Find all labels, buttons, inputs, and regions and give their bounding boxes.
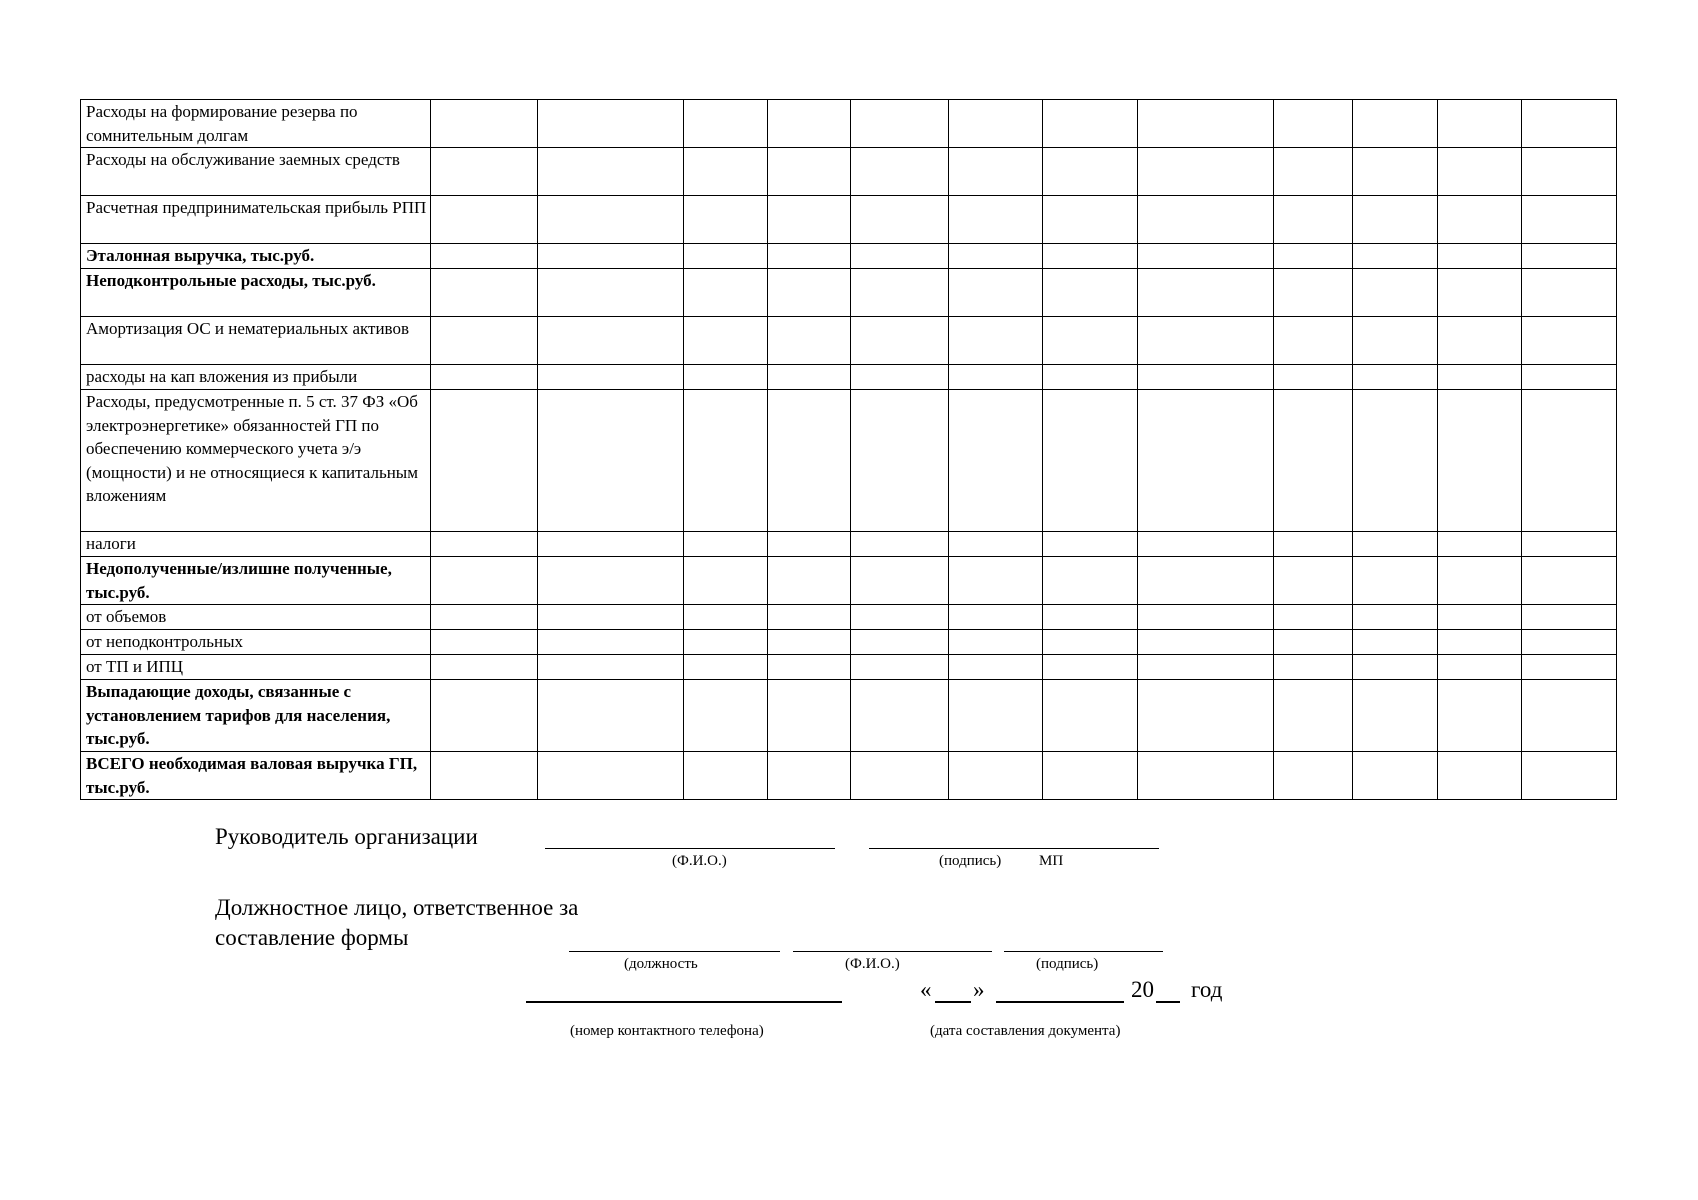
value-cell [768, 630, 851, 655]
value-cell [431, 752, 538, 800]
value-cell [949, 100, 1043, 148]
date-month-line [996, 1001, 1124, 1003]
value-cell [1274, 365, 1353, 390]
value-cell [768, 752, 851, 800]
value-cell [431, 365, 538, 390]
value-cell [768, 605, 851, 630]
value-cell [431, 100, 538, 148]
value-cell [1138, 390, 1274, 532]
value-cell [1438, 269, 1522, 317]
table-body [81, 100, 1617, 800]
value-cell [851, 365, 949, 390]
value-cell [538, 680, 684, 752]
value-cell [1274, 148, 1353, 196]
value-cell [1043, 532, 1138, 557]
value-cell [1138, 532, 1274, 557]
value-cell [684, 605, 768, 630]
value-cell [1522, 532, 1617, 557]
value-cell [1353, 317, 1438, 365]
value-cell [431, 630, 538, 655]
value-cell [949, 317, 1043, 365]
value-cell [1043, 630, 1138, 655]
value-cell [851, 680, 949, 752]
value-cell [949, 630, 1043, 655]
value-cell [1522, 557, 1617, 605]
row-label: Расходы, предусмотренные п. 5 ст. 37 ФЗ «Об электроэнергетике» обязанностей ГП по обеспечению коммерческого учета э/э (мощности) и не относящиеся к капитальным вложениям [81, 390, 431, 532]
value-cell [1274, 557, 1353, 605]
value-cell [431, 244, 538, 269]
value-cell [1043, 196, 1138, 244]
value-cell [1138, 196, 1274, 244]
value-cell [851, 244, 949, 269]
value-cell [538, 605, 684, 630]
row-label: Эталонная выручка, тыс.руб. [81, 244, 431, 269]
value-cell [684, 390, 768, 532]
row-label: Расходы на обслуживание заемных средств [81, 148, 431, 196]
value-cell [949, 752, 1043, 800]
value-cell [684, 148, 768, 196]
value-cell [1353, 655, 1438, 680]
value-cell [851, 148, 949, 196]
row-label: Неподконтрольные расходы, тыс.руб. [81, 269, 431, 317]
responsible-fio-line [793, 951, 992, 952]
value-cell [1043, 244, 1138, 269]
value-cell [1138, 752, 1274, 800]
table-row [81, 680, 1617, 752]
value-cell [431, 317, 538, 365]
row-label: от объемов [81, 605, 431, 630]
value-cell [1274, 196, 1353, 244]
value-cell [768, 557, 851, 605]
value-cell [431, 148, 538, 196]
value-cell [949, 148, 1043, 196]
value-cell [1274, 655, 1353, 680]
value-cell [1138, 100, 1274, 148]
year-line [1156, 1001, 1180, 1003]
value-cell [538, 269, 684, 317]
value-cell [1353, 557, 1438, 605]
table-row [81, 557, 1617, 605]
value-cell [1522, 196, 1617, 244]
value-cell [1138, 365, 1274, 390]
value-cell [1522, 269, 1617, 317]
position-caption: (должность [624, 956, 698, 972]
head-fio-caption: (Ф.И.О.) [672, 853, 727, 869]
value-cell [1274, 269, 1353, 317]
row-label: Недополученные/излишне полученные, тыс.руб. [81, 557, 431, 605]
value-cell [684, 532, 768, 557]
value-cell [684, 655, 768, 680]
value-cell [768, 680, 851, 752]
row-label: от неподконтрольных [81, 630, 431, 655]
value-cell [1043, 390, 1138, 532]
value-cell [851, 605, 949, 630]
value-cell [1043, 557, 1138, 605]
indicators-table [80, 99, 1617, 800]
position-line [569, 951, 780, 952]
value-cell [1138, 317, 1274, 365]
value-cell [851, 196, 949, 244]
value-cell [1353, 752, 1438, 800]
value-cell [538, 148, 684, 196]
value-cell [1274, 532, 1353, 557]
value-cell [1522, 752, 1617, 800]
year-suffix: год [1191, 977, 1223, 1002]
table-row [81, 390, 1617, 532]
value-cell [768, 196, 851, 244]
value-cell [1274, 390, 1353, 532]
row-label: ВСЕГО необходимая валовая выручка ГП, тыс.руб. [81, 752, 431, 800]
table-row [81, 532, 1617, 557]
date-quote-close: » [973, 977, 985, 1002]
value-cell [1522, 630, 1617, 655]
value-cell [851, 630, 949, 655]
value-cell [1043, 752, 1138, 800]
value-cell [1353, 390, 1438, 532]
value-cell [431, 655, 538, 680]
value-cell [1353, 630, 1438, 655]
value-cell [538, 532, 684, 557]
value-cell [1353, 269, 1438, 317]
table-row [81, 269, 1617, 317]
value-cell [1043, 148, 1138, 196]
head-label: Руководитель организации [215, 824, 478, 849]
value-cell [851, 100, 949, 148]
responsible-signature-line [1004, 951, 1163, 952]
value-cell [538, 100, 684, 148]
value-cell [949, 390, 1043, 532]
value-cell [1274, 317, 1353, 365]
value-cell [1438, 196, 1522, 244]
value-cell [538, 196, 684, 244]
value-cell [1138, 269, 1274, 317]
year-prefix: 20 [1131, 977, 1154, 1002]
value-cell [768, 365, 851, 390]
table-row [81, 630, 1617, 655]
responsible-fio-caption: (Ф.И.О.) [845, 956, 900, 972]
value-cell [684, 680, 768, 752]
table-row [81, 196, 1617, 244]
value-cell [1438, 390, 1522, 532]
value-cell [684, 630, 768, 655]
value-cell [768, 269, 851, 317]
value-cell [538, 365, 684, 390]
value-cell [684, 557, 768, 605]
row-label: Расходы на формирование резерва по сомнительным долгам [81, 100, 431, 148]
value-cell [851, 752, 949, 800]
table-row [81, 365, 1617, 390]
value-cell [1522, 605, 1617, 630]
phone-line [526, 1001, 842, 1003]
value-cell [851, 655, 949, 680]
value-cell [1353, 244, 1438, 269]
value-cell [1274, 630, 1353, 655]
row-label: от ТП и ИПЦ [81, 655, 431, 680]
value-cell [684, 100, 768, 148]
value-cell [684, 196, 768, 244]
row-label: Амортизация ОС и нематериальных активов [81, 317, 431, 365]
value-cell [949, 680, 1043, 752]
value-cell [1043, 269, 1138, 317]
table-row [81, 752, 1617, 800]
value-cell [684, 244, 768, 269]
value-cell [1438, 532, 1522, 557]
value-cell [1353, 532, 1438, 557]
value-cell [949, 365, 1043, 390]
date-quote-open: « [920, 977, 932, 1002]
table-row [81, 148, 1617, 196]
value-cell [684, 269, 768, 317]
value-cell [1043, 655, 1138, 680]
value-cell [1438, 605, 1522, 630]
value-cell [1438, 317, 1522, 365]
row-label: Выпадающие доходы, связанные с установлением тарифов для населения, тыс.руб. [81, 680, 431, 752]
value-cell [1438, 655, 1522, 680]
value-cell [1043, 317, 1138, 365]
value-cell [1138, 244, 1274, 269]
value-cell [431, 390, 538, 532]
head-signature-caption: (подпись) [939, 853, 1002, 869]
value-cell [1274, 605, 1353, 630]
date-caption: (дата составления документа) [930, 1023, 1121, 1039]
value-cell [1353, 365, 1438, 390]
value-cell [1438, 244, 1522, 269]
row-label: налоги [81, 532, 431, 557]
value-cell [538, 317, 684, 365]
value-cell [1274, 680, 1353, 752]
value-cell [1353, 148, 1438, 196]
value-cell [1353, 680, 1438, 752]
value-cell [1438, 680, 1522, 752]
responsible-label-line2: составление формы [215, 925, 409, 950]
value-cell [949, 557, 1043, 605]
value-cell [1522, 390, 1617, 532]
table-row [81, 655, 1617, 680]
value-cell [431, 605, 538, 630]
value-cell [1438, 100, 1522, 148]
value-cell [1522, 680, 1617, 752]
value-cell [1138, 557, 1274, 605]
value-cell [768, 317, 851, 365]
value-cell [431, 680, 538, 752]
value-cell [1138, 148, 1274, 196]
value-cell [1353, 196, 1438, 244]
value-cell [1353, 100, 1438, 148]
head-signature-line [869, 848, 1159, 849]
value-cell [538, 390, 684, 532]
value-cell [1043, 605, 1138, 630]
table-row [81, 100, 1617, 148]
value-cell [538, 630, 684, 655]
value-cell [1438, 557, 1522, 605]
value-cell [1438, 148, 1522, 196]
value-cell [851, 390, 949, 532]
head-fio-line [545, 848, 835, 849]
value-cell [949, 269, 1043, 317]
value-cell [684, 317, 768, 365]
value-cell [851, 317, 949, 365]
value-cell [1522, 655, 1617, 680]
value-cell [1043, 100, 1138, 148]
value-cell [949, 655, 1043, 680]
value-cell [851, 557, 949, 605]
value-cell [1522, 317, 1617, 365]
value-cell [1438, 752, 1522, 800]
table-row [81, 605, 1617, 630]
value-cell [431, 196, 538, 244]
value-cell [1138, 605, 1274, 630]
value-cell [431, 532, 538, 557]
value-cell [1274, 100, 1353, 148]
value-cell [1522, 100, 1617, 148]
value-cell [538, 752, 684, 800]
value-cell [538, 244, 684, 269]
value-cell [1438, 365, 1522, 390]
value-cell [768, 100, 851, 148]
value-cell [768, 532, 851, 557]
value-cell [1438, 630, 1522, 655]
value-cell [949, 605, 1043, 630]
phone-caption: (номер контактного телефона) [570, 1023, 764, 1039]
value-cell [1274, 244, 1353, 269]
table-row [81, 244, 1617, 269]
value-cell [851, 532, 949, 557]
value-cell [684, 365, 768, 390]
value-cell [1138, 680, 1274, 752]
value-cell [1274, 752, 1353, 800]
value-cell [538, 655, 684, 680]
value-cell [1522, 365, 1617, 390]
stamp-caption: МП [1039, 853, 1064, 869]
value-cell [1353, 605, 1438, 630]
value-cell [1138, 655, 1274, 680]
value-cell [851, 269, 949, 317]
responsible-signature-caption: (подпись) [1036, 956, 1099, 972]
value-cell [949, 244, 1043, 269]
value-cell [949, 532, 1043, 557]
value-cell [1043, 680, 1138, 752]
row-label: расходы на кап вложения из прибыли [81, 365, 431, 390]
table-row [81, 317, 1617, 365]
value-cell [538, 557, 684, 605]
value-cell [1138, 630, 1274, 655]
value-cell [768, 244, 851, 269]
value-cell [431, 269, 538, 317]
value-cell [768, 655, 851, 680]
value-cell [1043, 365, 1138, 390]
value-cell [949, 196, 1043, 244]
value-cell [768, 148, 851, 196]
responsible-label-line1: Должностное лицо, ответственное за [215, 895, 579, 920]
value-cell [684, 752, 768, 800]
value-cell [1522, 148, 1617, 196]
row-label: Расчетная предпринимательская прибыль РПП [81, 196, 431, 244]
value-cell [431, 557, 538, 605]
value-cell [768, 390, 851, 532]
date-day-line [935, 1001, 971, 1003]
value-cell [1522, 244, 1617, 269]
